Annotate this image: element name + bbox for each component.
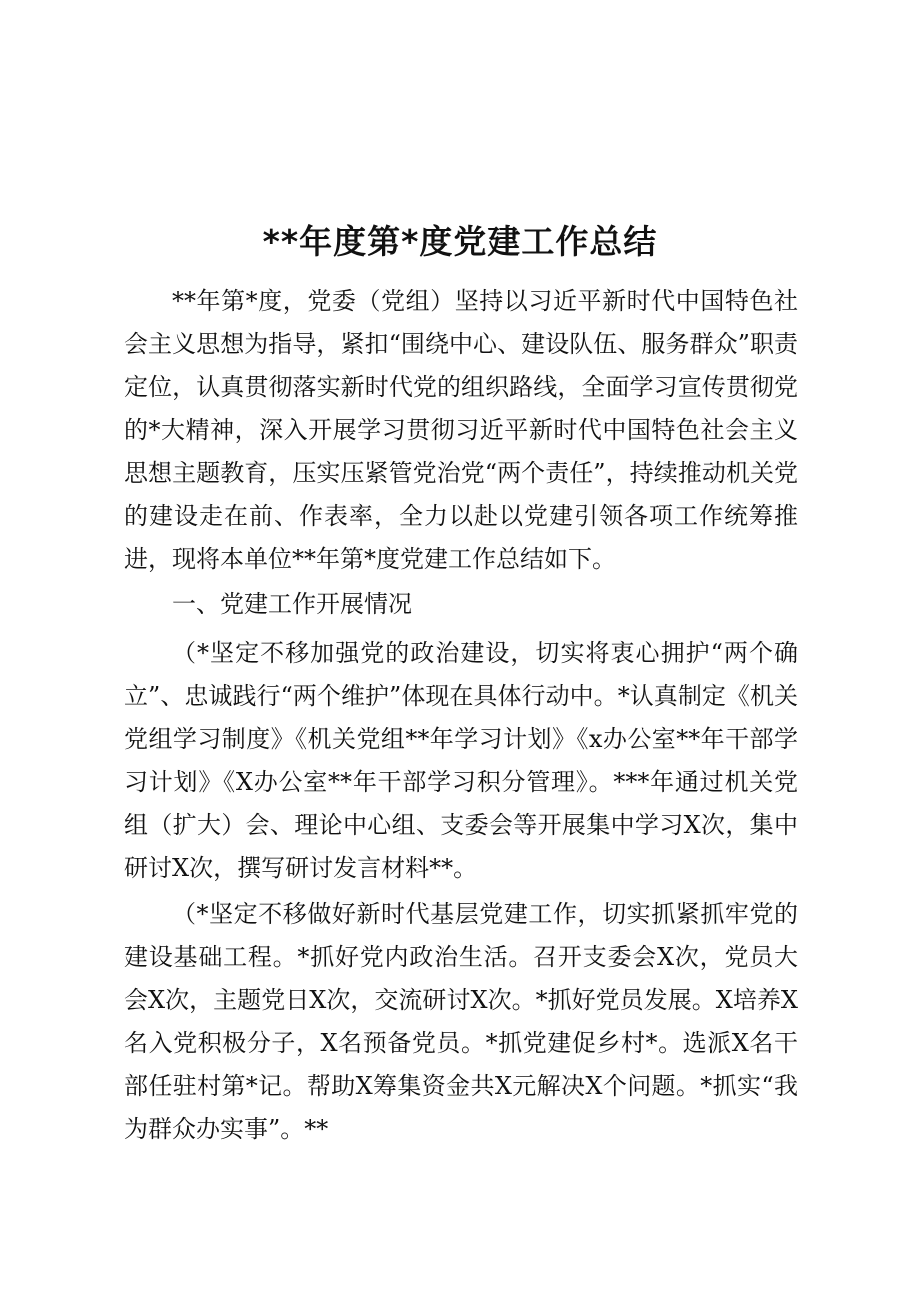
section-heading: 一、党建工作开展情况 (172, 590, 412, 618)
intro-paragraph: **年第*度，党委（党组）坚持以习近平新时代中国特色社会主义思想为指导，紧扣“围绕中心、建设队伍、服务群众”职责定位，认真贯彻落实新时代党的组织路线，全面学习宣传贯彻党的*大精神，深入开展学习贯彻习近平新时代中国特色社会主义思想主题教育，压实压紧管党治党“两个责任”，持续推动机关党的建设走在前、作表率，全力以赴以党建引领各项工作统筹推进，现将本单位**年第*度党建工作总结如下。 (124, 287, 798, 573)
document-title: **年度第*度党建工作总结 (262, 222, 658, 261)
section-paragraph-2: （*坚定不移做好新时代基层党建工作，切实抓紧抓牢党的建设基础工程。*抓好党内政治生活。召开支委会X次，党员大会X次，主题党日X次，交流研讨X次。*抓好党员发展。X培养X名入党积极分子，X名预备党员。*抓党建促乡村*。选派X名干部任驻村第*记。帮助X筹集资金共X元解决X个问题。*抓实“我为群众办实事”。** (124, 900, 798, 1143)
section-paragraph-1: （*坚定不移加强党的政治建设，切实将衷心拥护“两个确立”、忠诚践行“两个维护”体现在具体行动中。*认真制定《机关党组学习制度》《机关党组**年学习计划》《x办公室**年干部学习计划》《X办公室**年干部学习积分管理》。***年通过机关党组（扩大）会、理论中心组、支委会等开展集中学习X次，集中研讨X次，撰写研讨发言材料**。 (124, 639, 798, 882)
